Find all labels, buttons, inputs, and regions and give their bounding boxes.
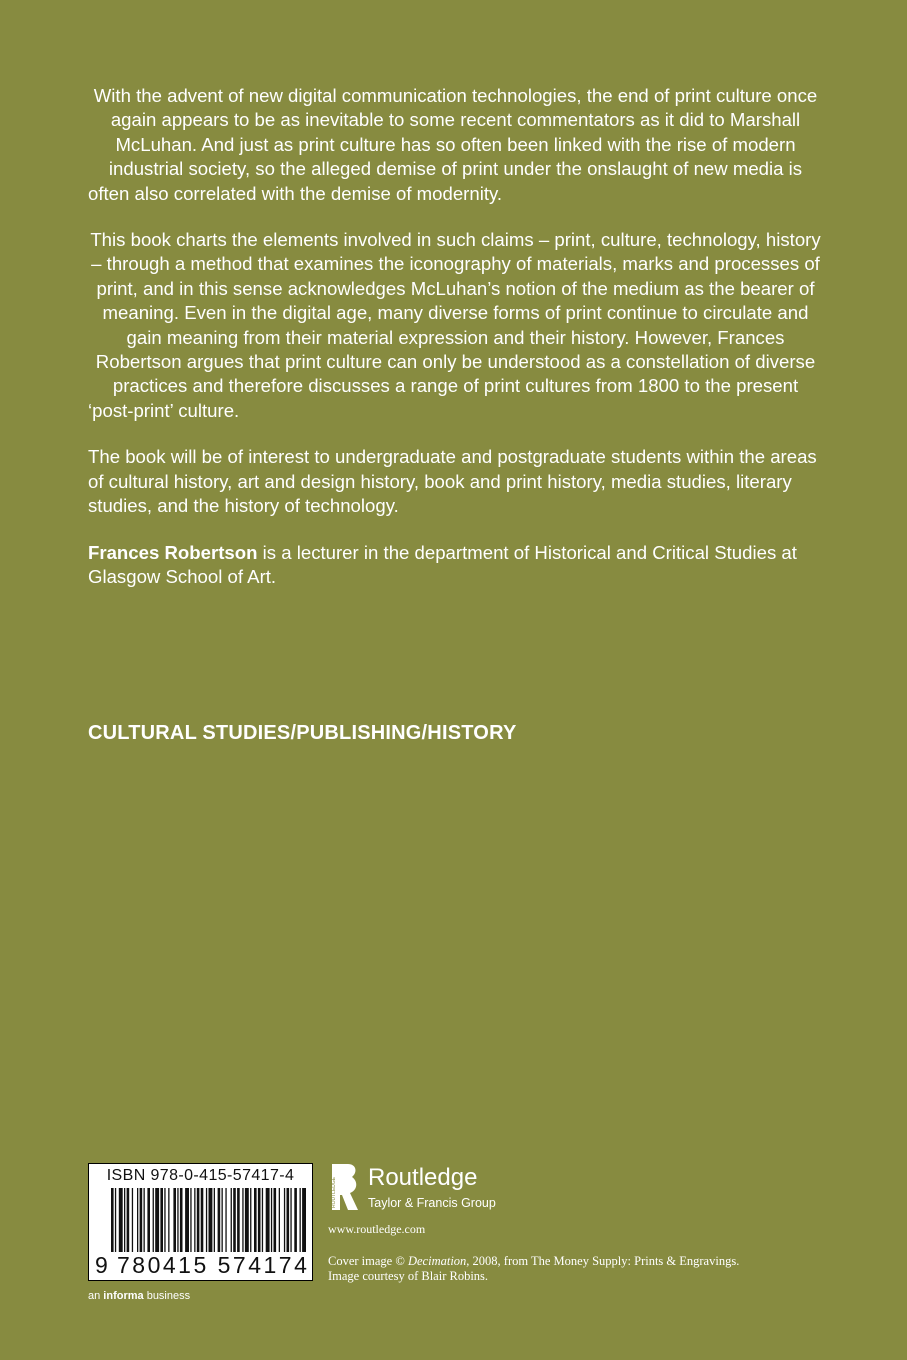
blurb-paragraph-3: The book will be of interest to undergraduate and postgraduate students within the areas of cultural history, art and design history, book and print history, media studies, literary studies, and the history of technology. <box>88 446 817 517</box>
barcode-bar <box>266 1188 270 1252</box>
publisher-url: www.routledge.com <box>328 1222 426 1236</box>
barcode-bar <box>284 1188 285 1252</box>
routledge-logo-icon <box>328 1162 360 1212</box>
barcode-bar <box>245 1188 249 1252</box>
barcode-bar <box>218 1188 221 1252</box>
barcode-bar <box>222 1188 223 1252</box>
barcode-bar <box>214 1188 215 1252</box>
barcode-bar <box>290 1188 291 1252</box>
informa-post: business <box>143 1290 191 1302</box>
barcode-bar <box>197 1188 200 1252</box>
author-name: Frances Robertson <box>88 541 258 563</box>
barcode-bar <box>237 1188 240 1252</box>
barcode-bar <box>225 1188 226 1252</box>
barcode-bar <box>209 1188 213 1252</box>
barcode-bar <box>194 1188 195 1252</box>
barcode-bar <box>177 1188 178 1252</box>
barcode-bar <box>231 1188 232 1252</box>
barcode-bar <box>164 1188 165 1252</box>
informa-tagline <box>88 1290 190 1302</box>
barcode-bar <box>233 1188 236 1252</box>
barcode-bar <box>155 1188 159 1252</box>
barcode-bar <box>132 1188 133 1252</box>
barcode-bar <box>294 1188 297 1252</box>
barcode-bar <box>111 1188 114 1252</box>
barcode-bar <box>168 1188 169 1252</box>
barcode-bar <box>287 1188 290 1252</box>
ean-digits: 780415 574174 <box>117 1252 310 1278</box>
barcode-bar <box>124 1188 125 1252</box>
barcode-bar <box>137 1188 138 1252</box>
ean-first-digit: 9 <box>95 1252 111 1278</box>
routledge-logo-text: ROUTLEDGE <box>331 1176 337 1208</box>
barcode-bar <box>201 1188 204 1252</box>
barcode-bar <box>258 1188 261 1252</box>
barcode-bar <box>254 1188 257 1252</box>
barcode-bar <box>262 1188 263 1252</box>
barcode-bar <box>279 1188 280 1252</box>
barcode-bar <box>115 1188 116 1252</box>
barcode-bars <box>111 1188 307 1252</box>
author-bio-text: is a lecturer in the department of Historical and Critical Studies at Glasgow School of Art. <box>88 541 797 587</box>
author-bio <box>88 541 823 589</box>
credit-prefix: Cover image © <box>328 1254 408 1268</box>
barcode-bar <box>127 1188 130 1252</box>
barcode-bar <box>119 1188 123 1252</box>
barcode-bar <box>271 1188 272 1252</box>
barcode-bar <box>274 1188 277 1252</box>
isbn-label: ISBN 978-0-415-57417-4 <box>106 1167 295 1184</box>
subject-category: CULTURAL STUDIES/PUBLISHING/HISTORY <box>88 722 517 744</box>
blurb <box>88 84 823 611</box>
cover-credit <box>328 1254 748 1284</box>
barcode-bar <box>140 1188 143 1252</box>
blurb-paragraph-1: With the advent of new digital communication technologies, the end of print culture once again appears to be as inevitable to some recent commentators as it did to Marshall McLuhan. And just as print culture has so often been linked with the rise of modern industrial society, so the alleged demise of print under the onslaught of new media is often also correlated with the demise of modernity. <box>88 85 818 204</box>
barcode-bar <box>160 1188 163 1252</box>
barcode-bar <box>173 1188 176 1252</box>
barcode-bar <box>242 1188 243 1252</box>
blurb-paragraph-2: This book charts the elements involved in such claims – print, culture, technology, history – through a method that examines the iconography of materials, marks and processes of print, and in this sense acknowledges McLuhan’s notion of the medium as the bearer of meaning. Even in the digital age, many diverse forms of print continue to circulate and gain meaning from their material expression and their history. However, Frances Robertson argues that print culture can only be understood as a constellation of diverse practices and therefore discusses a range of print cultures from 1800 to the present ‘post-print’ culture. <box>88 229 821 421</box>
publisher-name: Routledge <box>368 1164 478 1191</box>
credit-title: Decimation <box>407 1254 467 1268</box>
barcode <box>88 1163 313 1281</box>
publisher-group: Taylor & Francis Group <box>368 1196 496 1210</box>
barcode-bar <box>300 1188 301 1252</box>
barcode-bar <box>144 1188 145 1252</box>
barcode-bar <box>147 1188 150 1252</box>
barcode-bar <box>302 1188 306 1252</box>
barcode-bar <box>180 1188 183 1252</box>
barcode-bar <box>190 1188 191 1252</box>
informa-brand: informa <box>103 1290 144 1302</box>
barcode-bar <box>250 1188 251 1252</box>
barcode-bar <box>206 1188 207 1252</box>
informa-pre: an <box>88 1290 104 1302</box>
credit-suffix: , 2008, from The Money Supply: Prints & Engravings. Image courtesy of Blair Robins. <box>328 1254 740 1283</box>
barcode-bar <box>153 1188 154 1252</box>
barcode-bar <box>185 1188 189 1252</box>
